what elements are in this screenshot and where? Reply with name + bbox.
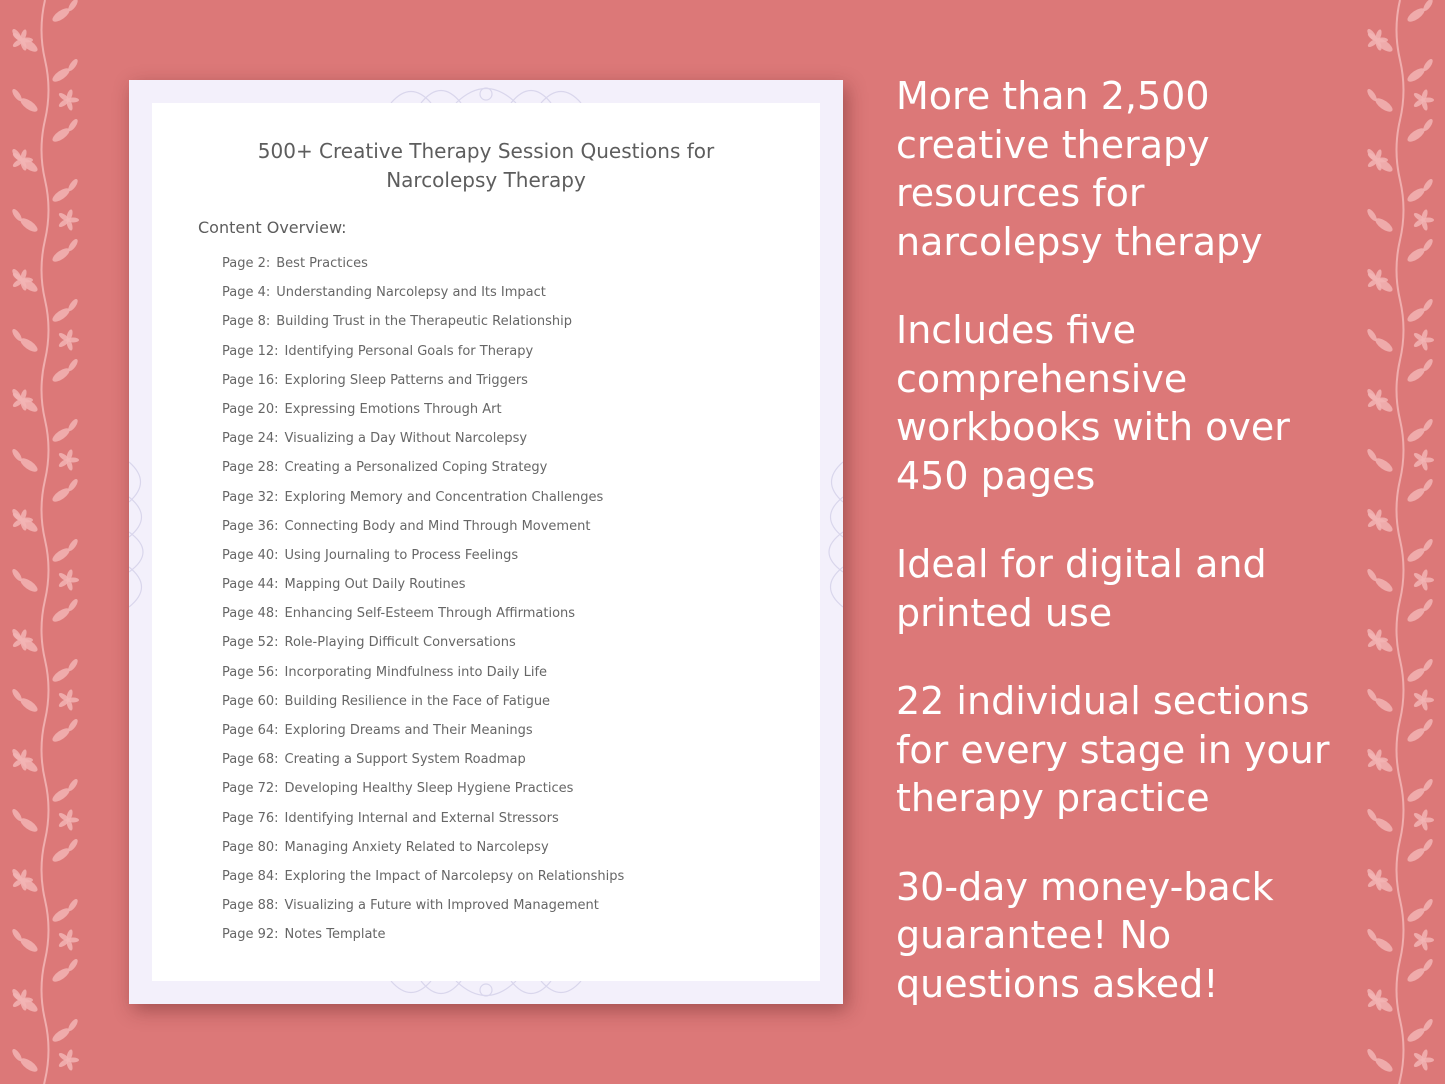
toc-item-title: Connecting Body and Mind Through Movement [284,518,591,534]
toc-item [222,401,624,430]
toc-item [222,926,624,955]
toc-item-title: Expressing Emotions Through Art [284,401,502,417]
toc-item-title: Understanding Narcolepsy and Its Impact [276,285,546,301]
toc-item-title: Creating a Personalized Coping Strategy [284,460,548,476]
toc-item-title: Using Journaling to Process Feelings [284,547,519,563]
toc-item-title: Exploring the Impact of Narcolepsy on Relationships [284,868,625,884]
document-page [152,103,820,981]
document-title-line-2: Narcolepsy Therapy [386,168,586,192]
toc-item-title: Best Practices [276,256,368,271]
toc-item [222,576,624,605]
feature-line: narcolepsy therapy [896,219,1263,264]
toc-page-number: Page 20: [222,401,279,417]
toc-page-number: Page 16: [222,372,279,388]
feature-line: 22 individual sections [896,679,1310,723]
toc-item-title: Enhancing Self-Esteem Through Affirmations [284,606,576,622]
feature-text [896,863,1366,1009]
toc-page-number: Page 64: [222,723,279,738]
toc-item [222,372,624,401]
toc-item [222,634,624,663]
document-title [152,137,820,195]
toc-page-number: Page 44: [222,577,279,593]
toc-page-number: Page 2: [222,256,271,271]
toc-item [222,868,624,897]
feature-list [896,72,1366,1048]
toc-page-number: Page 80: [222,839,279,855]
toc-item [222,547,624,576]
document-title-line-1: 500+ Creative Therapy Session Questions for [257,139,715,163]
mandala-left-decoration [129,452,152,632]
toc-item-title: Building Trust in the Therapeutic Relationship [276,314,572,330]
feature-text [896,72,1366,266]
floral-vine-left [0,0,90,1084]
toc-item-title: Exploring Sleep Patterns and Triggers [284,372,528,388]
toc-item-title: Visualizing a Day Without Narcolepsy [284,431,528,447]
mandala-right-decoration [820,452,843,632]
feature-line: therapy practice [896,776,1210,820]
toc-page-number: Page 52: [222,635,279,651]
toc-page-number: Page 8: [222,314,271,330]
toc-item-title: Developing Healthy Sleep Hygiene Practices [284,781,574,797]
toc-item-title: Identifying Internal and External Stressors [284,810,559,826]
content-overview-label: Content Overview: [198,218,347,237]
toc-item [222,518,624,547]
toc-page-number: Page 40: [222,547,279,563]
toc-page-number: Page 24: [222,431,279,447]
toc-page-number: Page 88: [222,898,279,914]
feature-line: guarantee! No [896,913,1172,957]
toc-page-number: Page 84: [222,868,279,884]
toc-page-number: Page 12: [222,343,279,359]
toc-item-title: Identifying Personal Goals for Therapy [284,343,534,359]
toc-item [222,605,624,634]
feature-line: Ideal for digital and [896,542,1267,586]
floral-vine-right [1355,0,1445,1084]
toc-item-title: Incorporating Mindfulness into Daily Life [284,664,548,680]
mandala-bottom-decoration [381,981,591,1004]
toc-item [222,839,624,868]
feature-line: comprehensive [896,356,1188,401]
table-of-contents [222,255,624,956]
feature-line: questions asked! [896,961,1219,1006]
toc-item [222,489,624,518]
toc-item-title: Building Resilience in the Face of Fatigue [284,693,551,709]
feature-line: workbooks with over [896,405,1290,449]
toc-item [222,343,624,372]
feature-text [896,677,1366,823]
toc-item-title: Exploring Dreams and Their Meanings [284,723,533,738]
toc-item [222,664,624,693]
toc-page-number: Page 60: [222,693,279,709]
toc-item-title: Notes Template [284,927,386,943]
toc-page-number: Page 48: [222,606,279,622]
toc-item-title: Managing Anxiety Related to Narcolepsy [284,839,549,855]
feature-line: 30-day money-back [896,864,1274,909]
toc-page-number: Page 4: [222,285,271,301]
feature-line: resources for [896,171,1145,215]
toc-item [222,459,624,488]
feature-line: 450 pages [896,453,1096,498]
feature-line: for every stage in your [896,727,1330,772]
toc-page-number: Page 32: [222,489,279,505]
toc-item [222,810,624,839]
toc-item-title: Visualizing a Future with Improved Management [284,898,599,914]
toc-item [222,313,624,342]
toc-page-number: Page 72: [222,781,279,797]
toc-item [222,897,624,926]
toc-item-title: Exploring Memory and Concentration Challenges [284,489,604,505]
toc-page-number: Page 68: [222,752,279,768]
toc-page-number: Page 28: [222,460,279,476]
feature-line: printed use [896,590,1113,635]
toc-page-number: Page 36: [222,518,279,534]
toc-item-title: Creating a Support System Roadmap [284,752,526,768]
toc-item [222,722,624,751]
document-preview [129,80,843,1004]
toc-page-number: Page 76: [222,810,279,826]
feature-line: creative therapy [896,122,1210,167]
toc-item [222,255,624,284]
toc-item [222,430,624,459]
feature-line: More than 2,500 [896,74,1210,118]
toc-page-number: Page 92: [222,927,279,943]
toc-item [222,751,624,780]
toc-item [222,780,624,809]
toc-item [222,693,624,722]
feature-text [896,306,1366,500]
toc-item-title: Role-Playing Difficult Conversations [284,635,516,651]
toc-page-number: Page 56: [222,664,279,680]
toc-item-title: Mapping Out Daily Routines [284,577,466,593]
feature-line: Includes five [896,308,1137,352]
toc-item [222,284,624,313]
feature-text [896,540,1366,637]
mandala-top-decoration [381,80,591,103]
